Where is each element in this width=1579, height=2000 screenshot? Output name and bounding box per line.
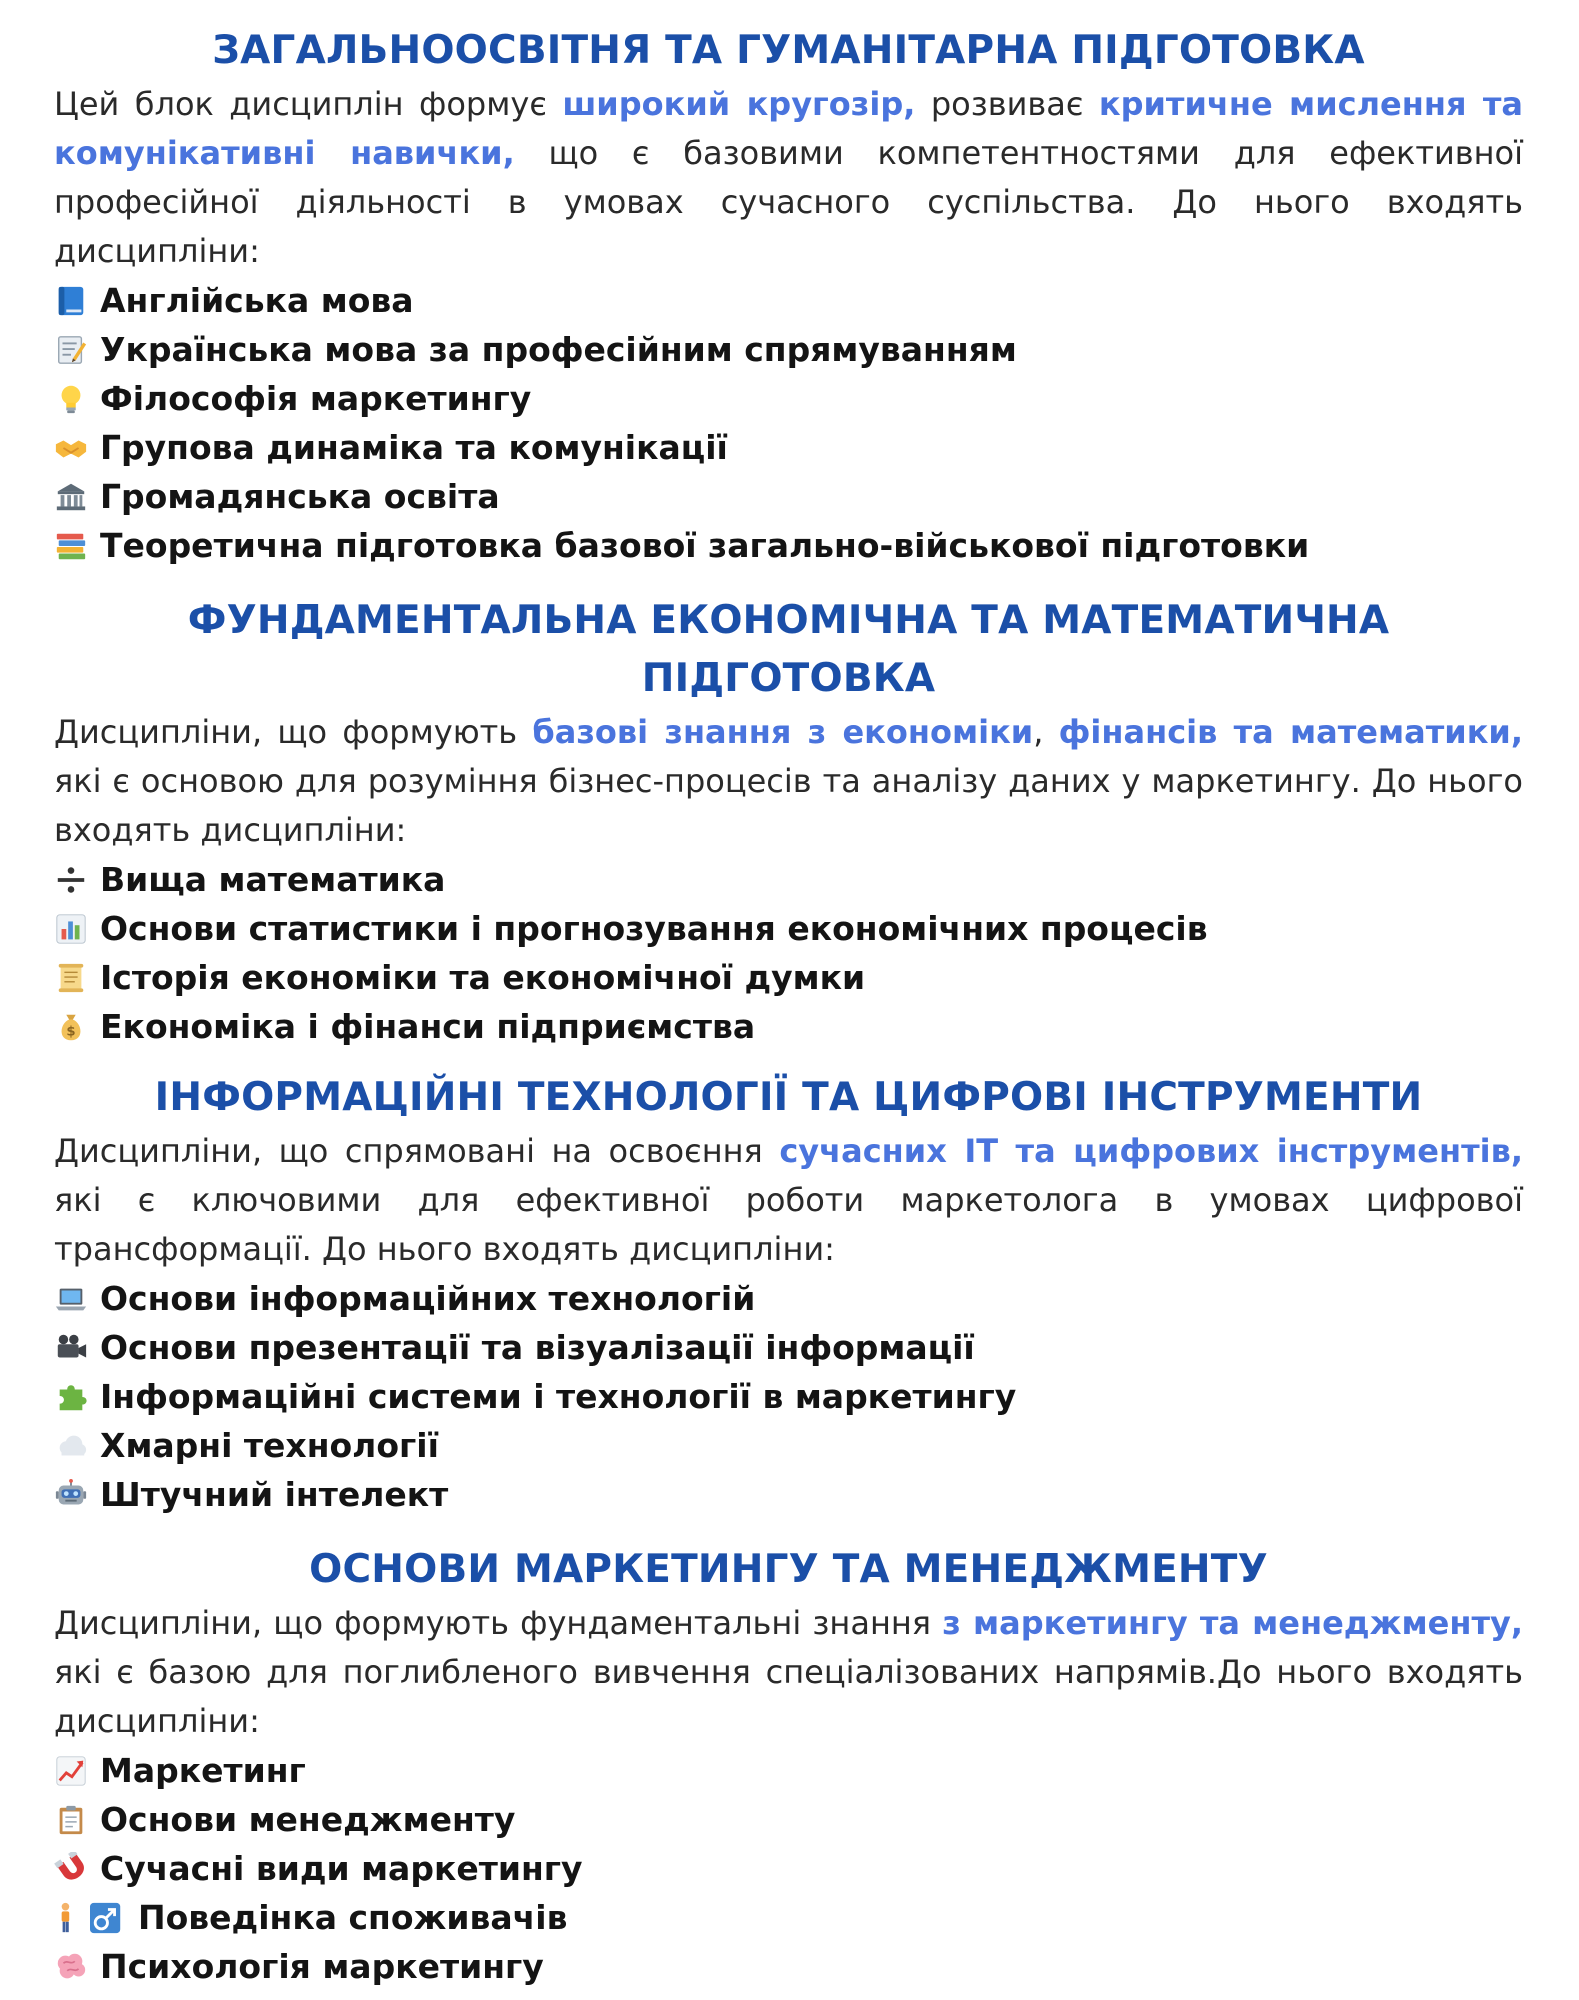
list-item bbox=[54, 1274, 1523, 1323]
list-item bbox=[54, 1372, 1523, 1421]
robot-icon bbox=[54, 1478, 88, 1512]
section-economic-math bbox=[54, 592, 1523, 1051]
memo-icon bbox=[54, 333, 88, 367]
list-item-label: Вища математика bbox=[100, 860, 446, 899]
section-intro bbox=[54, 708, 1523, 855]
list-item bbox=[54, 1893, 1523, 1942]
intro-highlight: критичне мислення та комунікативні навички, bbox=[54, 85, 1524, 172]
list-item-label: Психологія маркетингу bbox=[100, 1947, 544, 1986]
svg-text:$: $ bbox=[66, 1024, 76, 1039]
bar-chart-icon bbox=[54, 912, 88, 946]
list-item bbox=[54, 1470, 1523, 1519]
scroll-icon bbox=[54, 961, 88, 995]
laptop-icon bbox=[54, 1282, 88, 1316]
intro-text: розвиває bbox=[915, 85, 1099, 123]
list-item-label: Штучний інтелект bbox=[100, 1475, 449, 1514]
intro-highlight: широкий кругозір, bbox=[562, 85, 916, 123]
cloud-icon bbox=[54, 1429, 88, 1463]
list-item-label: Історія економіки та економічної думки bbox=[100, 958, 866, 997]
section-heading: ІНФОРМАЦІЙНІ ТЕХНОЛОГІЇ ТА ЦИФРОВІ ІНСТРУМЕНТИ bbox=[154, 1075, 1423, 1120]
discipline-list bbox=[54, 276, 1523, 570]
section-heading: ФУНДАМЕНТАЛЬНА ЕКОНОМІЧНА ТА МАТЕМАТИЧНА ПІДГОТОВКА bbox=[187, 598, 1390, 701]
list-item-label: Теоретична підготовка базової загально-військової підготовки bbox=[100, 526, 1310, 565]
list-item bbox=[54, 521, 1523, 570]
money-bag-icon bbox=[54, 1010, 88, 1044]
list-item-label: Інформаційні системи і технології в маркетингу bbox=[100, 1377, 1017, 1416]
list-item bbox=[54, 855, 1523, 904]
intro-text: які є ключовими для ефективної роботи маркетолога в умовах цифрової трансформації. До нього входять дисципліни: bbox=[54, 1181, 1523, 1268]
handshake-icon bbox=[54, 431, 88, 465]
intro-highlight: фінансів та математики, bbox=[1058, 713, 1524, 751]
intro-text: Дисципліни, що спрямовані на освоєння bbox=[54, 1132, 780, 1170]
blue-book-icon bbox=[54, 284, 88, 318]
section-it-digital bbox=[54, 1069, 1523, 1519]
list-item-label: Основи презентації та візуалізації інформації bbox=[100, 1328, 975, 1367]
list-item-label: Маркетинг bbox=[100, 1751, 306, 1790]
discipline-list bbox=[54, 1274, 1523, 1519]
section-heading: ОСНОВИ МАРКЕТИНГУ ТА МЕНЕДЖМЕНТУ bbox=[309, 1547, 1268, 1592]
intro-text: що є базовими компетентностями для ефективної професійної діяльності в умовах сучасного суспільства. До нього входять дисципліни: bbox=[54, 134, 1524, 270]
list-item bbox=[54, 1942, 1523, 1991]
list-item bbox=[54, 1002, 1523, 1051]
man-male-sign-icon bbox=[54, 1901, 126, 1935]
list-item bbox=[54, 472, 1523, 521]
intro-text: Дисципліни, що формують bbox=[54, 713, 533, 751]
section-general-humanitarian bbox=[54, 22, 1523, 570]
list-item-label: Групова динаміка та комунікації bbox=[100, 428, 728, 467]
brain-icon bbox=[54, 1950, 88, 1984]
section-intro bbox=[54, 80, 1523, 276]
list-item-label: Основи інформаційних технологій bbox=[100, 1279, 756, 1318]
magnet-icon bbox=[54, 1852, 88, 1886]
list-item bbox=[54, 1795, 1523, 1844]
classical-building-icon bbox=[54, 480, 88, 514]
list-item-label: Основи статистики і прогнозування економічних процесів bbox=[100, 909, 1208, 948]
list-item-label: Основи менеджменту bbox=[100, 1800, 516, 1839]
list-item bbox=[54, 1746, 1523, 1795]
intro-highlight: базові знання з економіки bbox=[532, 713, 1034, 751]
list-item-label: Поведінка споживачів bbox=[138, 1898, 568, 1937]
list-item-label: Хмарні технології bbox=[100, 1426, 439, 1465]
list-item bbox=[54, 374, 1523, 423]
section-heading: ЗАГАЛЬНООСВІТНЯ ТА ГУМАНІТАРНА ПІДГОТОВКА bbox=[212, 28, 1365, 73]
list-item bbox=[54, 904, 1523, 953]
chart-increasing-icon bbox=[54, 1754, 88, 1788]
light-bulb-icon bbox=[54, 382, 88, 416]
puzzle-piece-icon bbox=[54, 1380, 88, 1414]
intro-text: які є базою для поглибленого вивчення спеціалізованих напрямів.До нього входять дисципліни: bbox=[54, 1653, 1523, 1740]
list-item-label: Економіка і фінанси підприємства bbox=[100, 1007, 756, 1046]
intro-text: Дисципліни, що формують фундаментальні знання bbox=[54, 1604, 943, 1642]
divide-icon bbox=[54, 863, 88, 897]
intro-text: , bbox=[1033, 713, 1059, 751]
list-item-label: Філософія маркетингу bbox=[100, 379, 532, 418]
list-item bbox=[54, 1323, 1523, 1372]
books-icon bbox=[54, 529, 88, 563]
clipboard-icon bbox=[54, 1803, 88, 1837]
list-item bbox=[54, 325, 1523, 374]
list-item-label: Громадянська освіта bbox=[100, 477, 500, 516]
list-item bbox=[54, 1421, 1523, 1470]
intro-text: які є основою для розуміння бізнес-процесів та аналізу даних у маркетингу. До нього входять дисципліни: bbox=[54, 762, 1523, 849]
discipline-list bbox=[54, 855, 1523, 1051]
section-marketing-management bbox=[54, 1541, 1523, 1991]
movie-camera-icon bbox=[54, 1331, 88, 1365]
list-item-label: Українська мова за професійним спрямуванням bbox=[100, 330, 1017, 369]
intro-text: Цей блок дисциплін формує bbox=[54, 85, 563, 123]
intro-highlight: сучасних ІТ та цифрових інструментів, bbox=[779, 1132, 1524, 1170]
section-intro bbox=[54, 1599, 1523, 1746]
list-item bbox=[54, 953, 1523, 1002]
intro-highlight: з маркетингу та менеджменту, bbox=[942, 1604, 1524, 1642]
list-item-label: Англійська мова bbox=[100, 281, 414, 320]
list-item bbox=[54, 276, 1523, 325]
list-item-label: Сучасні види маркетингу bbox=[100, 1849, 583, 1888]
list-item bbox=[54, 1844, 1523, 1893]
list-item bbox=[54, 423, 1523, 472]
discipline-list bbox=[54, 1746, 1523, 1991]
section-intro bbox=[54, 1127, 1523, 1274]
